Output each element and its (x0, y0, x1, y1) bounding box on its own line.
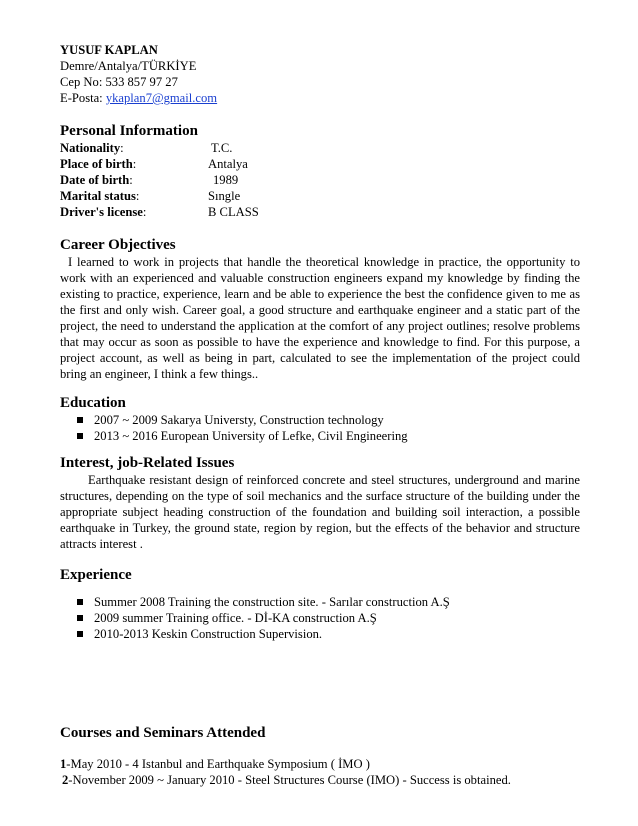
resume-page (60, 42, 580, 788)
info-value: 1989 (213, 173, 239, 187)
interest-paragraph: Earthquake resistant design of reinforced concrete and steel structures, underground and marine structures, depending on the type of soil mechanics and the surface structure of the building under the appropriate subject heading construction of the foundation and building soil interaction, a possible earthquake in Turkey, the ground state, region by region, but the effects of the behavior and structure attracts interest . (60, 473, 580, 551)
section-title-experience: Experience (60, 567, 132, 583)
phone: Cep No: 533 857 97 27 (60, 75, 178, 89)
career-objectives-section (60, 236, 580, 382)
email-line (60, 90, 580, 106)
email-link[interactable]: ykaplan7@gmail.com (105, 91, 218, 105)
course-number: 2 (62, 773, 69, 787)
education-section (60, 394, 580, 444)
course-item (60, 756, 580, 772)
info-value: B CLASS (208, 205, 259, 219)
course-text: -May 2010 - 4 Istanbul and Earthquake Symposium ( İMO ) (66, 757, 370, 771)
section-title-courses: Courses and Seminars Attended (60, 725, 266, 741)
contact-header (60, 42, 580, 106)
info-value: Sıngle (208, 189, 241, 203)
info-row-marital-status: Marital status: Sıngle (60, 189, 241, 203)
courses-list (60, 756, 580, 788)
experience-item: 2010-2013 Keskin Construction Supervision. (60, 626, 580, 642)
info-label: Driver's license (60, 205, 143, 219)
course-number: 1 (60, 757, 67, 771)
section-title-career: Career Objectives (60, 237, 176, 253)
experience-list (60, 594, 580, 642)
info-value: T.C. (211, 141, 233, 155)
info-label: Marital status (60, 189, 136, 203)
location: Demre/Antalya/TÜRKİYE (60, 59, 197, 73)
interest-section (60, 454, 580, 552)
section-title-personal: Personal Information (60, 123, 198, 139)
course-item (60, 772, 580, 788)
info-row-place-of-birth: Place of birth: Antalya (60, 157, 248, 171)
courses-section (60, 724, 580, 788)
candidate-name: YUSUF KAPLAN (60, 43, 158, 57)
education-item: 2007 ~ 2009 Sakarya Universty, Construction technology (60, 412, 580, 428)
section-title-education: Education (60, 395, 126, 411)
experience-item: Summer 2008 Training the construction site. - Sarılar construction A.Ş (60, 594, 580, 610)
experience-section (60, 566, 580, 642)
info-label: Nationality (60, 141, 121, 155)
career-paragraph: I learned to work in projects that handle the theoretical knowledge in practice, the opportunity to work with an experienced and valuable construction engineers expand my knowledge by finding the existing to practice, experience, learn and be able to experience the best the confidence given to me as the first and only wish. Career goal, a good structure and earthquake engineer and a static part of the project, the need to understand the application at the comfort of any project outlines; resolve problems that may occur as soon as possible to have the experience and knowledge to find. For this purpose, a project account, as well as being in part, calculated to see the implementation of the project could bring an engineer, I think a few things.. (60, 255, 580, 381)
info-row-date-of-birth: Date of birth: 1989 (60, 173, 239, 187)
education-list (60, 412, 580, 444)
email-label: E-Posta: (60, 91, 106, 105)
personal-information-section (60, 122, 580, 220)
info-label: Place of birth (60, 157, 133, 171)
experience-item: 2009 summer Training office. - Dİ-KA construction A.Ş (60, 610, 580, 626)
course-text: -November 2009 ~ January 2010 - Steel Structures Course (IMO) - Success is obtained. (68, 773, 511, 787)
info-row-drivers-license: Driver's license: B CLASS (60, 205, 259, 219)
info-row-nationality: Nationality: T.C. (60, 141, 233, 155)
info-label: Date of birth (60, 173, 130, 187)
education-item: 2013 ~ 2016 European University of Lefke, Civil Engineering (60, 428, 580, 444)
section-title-interest: Interest, job-Related Issues (60, 455, 235, 471)
info-value: Antalya (208, 157, 248, 171)
